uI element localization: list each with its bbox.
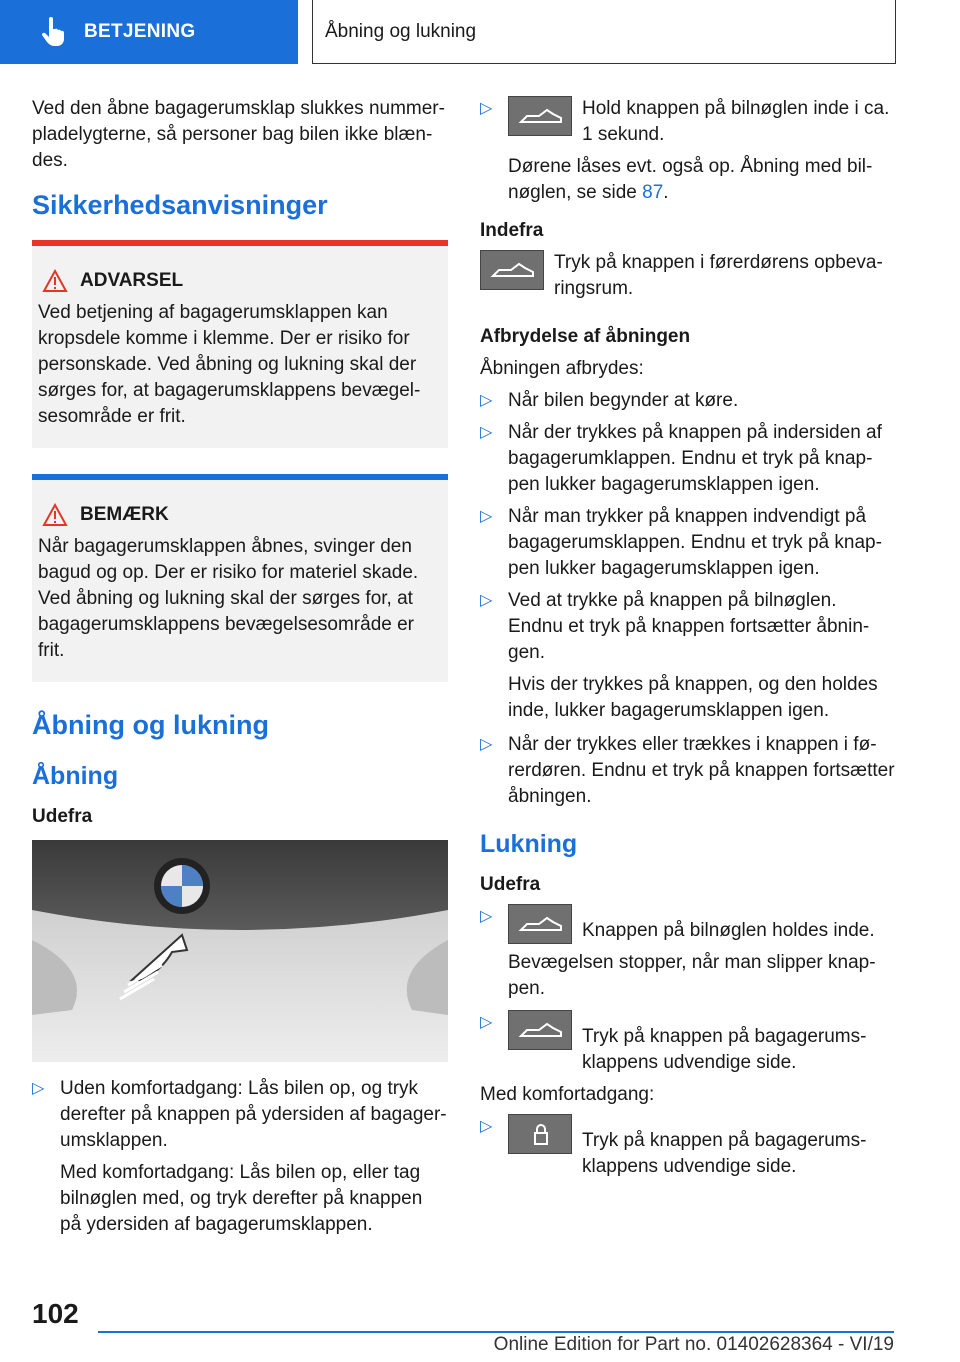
inside-row: Tryk på knappen i førerdørens opbevaringsrum. — [480, 250, 896, 302]
list-triangle-icon: ▷ — [32, 1080, 45, 1097]
page-link[interactable]: 87 — [642, 182, 664, 203]
list-item: ▷ Tryk på knappen på bagagerumsklappens udvendige side. — [480, 1114, 896, 1180]
list-item: ▷ Når der trykkes eller trækkes i knappen i førerdøren. Endnu et tryk på knappen fortsætter åbningen. — [480, 734, 895, 807]
list-item: ▷ Hold knappen på bilnøglen inde i ca. 1 sekund. — [480, 98, 890, 145]
opening-heading: Åbning — [32, 762, 119, 790]
list-triangle-icon: ▷ — [480, 1118, 493, 1135]
note-box — [32, 474, 448, 682]
page-number: 102 — [32, 1298, 79, 1329]
interrupt-heading: Afbrydelse af åbningen — [480, 326, 691, 347]
list-item: ▷ Når bilen begynder at køre. — [480, 388, 896, 414]
main-heading: Åbning og lukning — [32, 710, 269, 740]
comfort-label: Med komfortadgang: — [480, 1084, 655, 1105]
warning-text: Ved betjening af bagagerumsklappen kan kropsdele komme i klemme. Der er risiko for personskade. Ved åbning og lukning skal der sørges for, at bagagerumsklappens bevægelsesområde er frit. — [38, 302, 421, 427]
door-trunk-button-icon — [480, 250, 544, 290]
outside-heading: Udefra — [32, 806, 93, 827]
list-item: ▷ Når der trykkes på knappen på indersiden af bagagerumklappen. Endnu et tryk på knappen lukker bagagerumsklappen igen. — [480, 422, 882, 495]
section-tab — [0, 0, 298, 64]
note-title: BEMÆRK — [80, 504, 169, 525]
list-subtext: Hvis der trykkes på knappen, og den holdes inde, lukker bagagerumsklappen igen. — [508, 674, 878, 721]
list-item: ▷ Knappen på bilnøglen holdes inde. — [480, 904, 896, 944]
list-triangle-icon: ▷ — [480, 508, 493, 525]
page-header-title: Åbning og lukning — [312, 0, 896, 64]
trunk-exterior-button-icon — [508, 1010, 572, 1050]
car-key-trunk-button-icon — [508, 96, 572, 136]
list-item: ▷ Når man trykker på knappen indvendigt på bagagerumsklappen. Endnu et tryk på knappen lukker bagagerumsklappen igen. — [480, 506, 882, 579]
warning-triangle-icon — [42, 269, 68, 293]
list-triangle-icon: ▷ — [480, 1014, 493, 1031]
list-item: ▷ Tryk på knappen på bagagerumsklappens udvendige side. — [480, 1010, 896, 1076]
car-key-trunk-button-icon — [508, 904, 572, 944]
right-column — [480, 96, 896, 1186]
list-item: ▷ Uden komfortadgang: Lås bilen op, og tryk derefter på knappen på ydersiden af bagagerumsklappen. — [32, 1078, 447, 1151]
caution-triangle-icon — [42, 503, 68, 527]
warning-box — [32, 240, 448, 448]
list-triangle-icon: ▷ — [480, 592, 493, 609]
section-label: BETJENING — [84, 21, 196, 42]
closing-outside-heading: Udefra — [480, 874, 541, 895]
left-column — [32, 96, 448, 1246]
hand-pointer-icon — [40, 17, 66, 47]
list-triangle-icon: ▷ — [480, 424, 493, 441]
note-text: Når bagagerumsklappen åbnes, svinger den bagud og op. Der er risiko for materiel skade. Ved åbning og lukning skal der sørges for, at bagagerumsklappens bevægelsesområde er frit. — [38, 536, 419, 661]
interrupt-intro: Åbningen afbrydes: — [480, 358, 644, 379]
list-triangle-icon: ▷ — [480, 736, 493, 753]
list-subtext: Bevægelsen stopper, når man slipper knappen. — [508, 952, 876, 999]
footer-divider — [98, 1331, 894, 1333]
inside-heading: Indefra — [480, 220, 544, 241]
list-subtext: Dørene låses evt. også op. Åbning med bilnøglen, se side 87. — [508, 156, 873, 203]
trunk-button-photo — [32, 840, 448, 1062]
intro-text: Ved den åbne bagagerumsklap slukkes nummerpladelygterne, så personer bag bilen ikke blændes. — [32, 98, 445, 171]
list-subtext: Med komfortadgang: Lås bilen op, eller tag bilnøglen med, og tryk derefter på knappen på ydersiden af bagagerumsklappen. — [60, 1162, 423, 1235]
footer-edition: Online Edition for Part no. 01402628364 - VI/19 — [493, 1334, 894, 1355]
list-triangle-icon: ▷ — [480, 908, 493, 925]
list-triangle-icon: ▷ — [480, 100, 493, 117]
list-item: ▷ Ved at trykke på knappen på bilnøglen. Endnu et tryk på knappen fortsætter åbningen. — [480, 590, 870, 663]
lock-button-icon — [508, 1114, 572, 1154]
list-triangle-icon: ▷ — [480, 392, 493, 409]
closing-heading: Lukning — [480, 830, 578, 858]
safety-heading: Sikkerhedsanvisninger — [32, 190, 328, 220]
warning-title: ADVARSEL — [80, 270, 184, 291]
